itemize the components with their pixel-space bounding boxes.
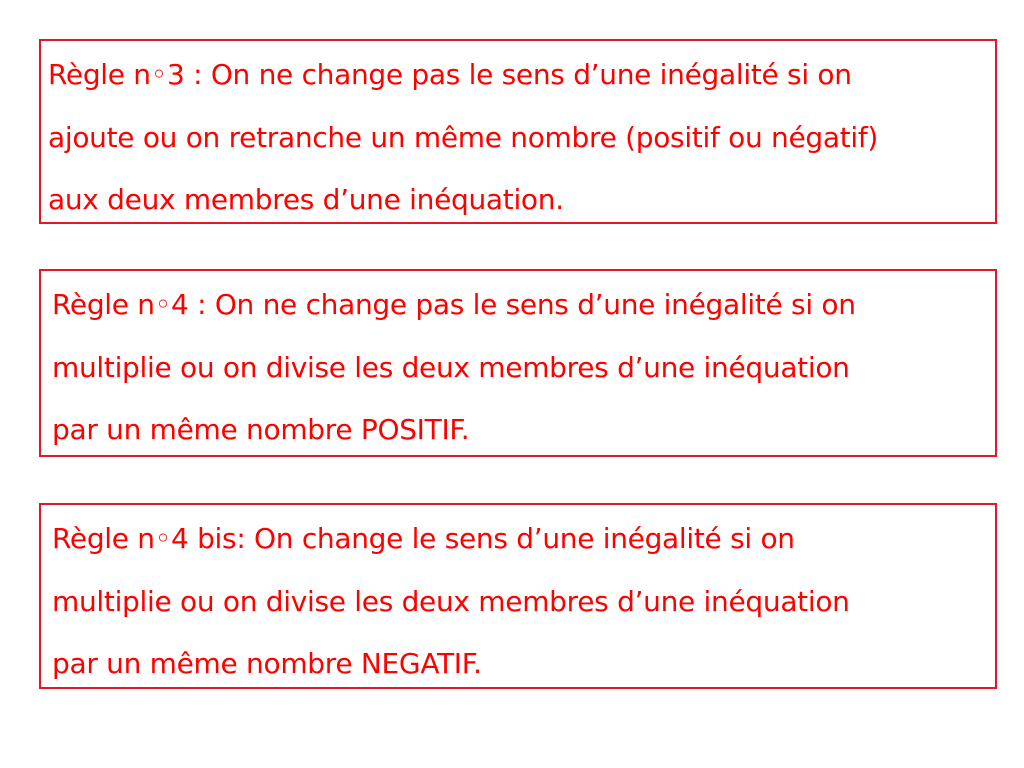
rule-3-line-3: aux deux membres d’une inéquation. (48, 183, 564, 216)
rule-3-line-1: Règle n◦3 : On ne change pas le sens d’une inégalité si on (48, 58, 852, 91)
rule-4-line-2: multiplie ou on divise les deux membres d’une inéquation (52, 351, 850, 384)
rule-3-box (39, 39, 997, 224)
rule-4-bis-line-1: Règle n◦4 bis: On change le sens d’une inégalité si on (52, 522, 795, 555)
rule-4-bis-box (39, 503, 997, 689)
rule-4-bis-line-3: par un même nombre NEGATIF. (52, 647, 482, 680)
rule-4-line-1: Règle n◦4 : On ne change pas le sens d’une inégalité si on (52, 288, 856, 321)
rule-4-bis-line-2: multiplie ou on divise les deux membres d’une inéquation (52, 585, 850, 618)
rule-4-line-3: par un même nombre POSITIF. (52, 413, 470, 446)
rule-4-box (39, 269, 997, 457)
rule-3-line-2: ajoute ou on retranche un même nombre (positif ou négatif) (48, 121, 879, 154)
